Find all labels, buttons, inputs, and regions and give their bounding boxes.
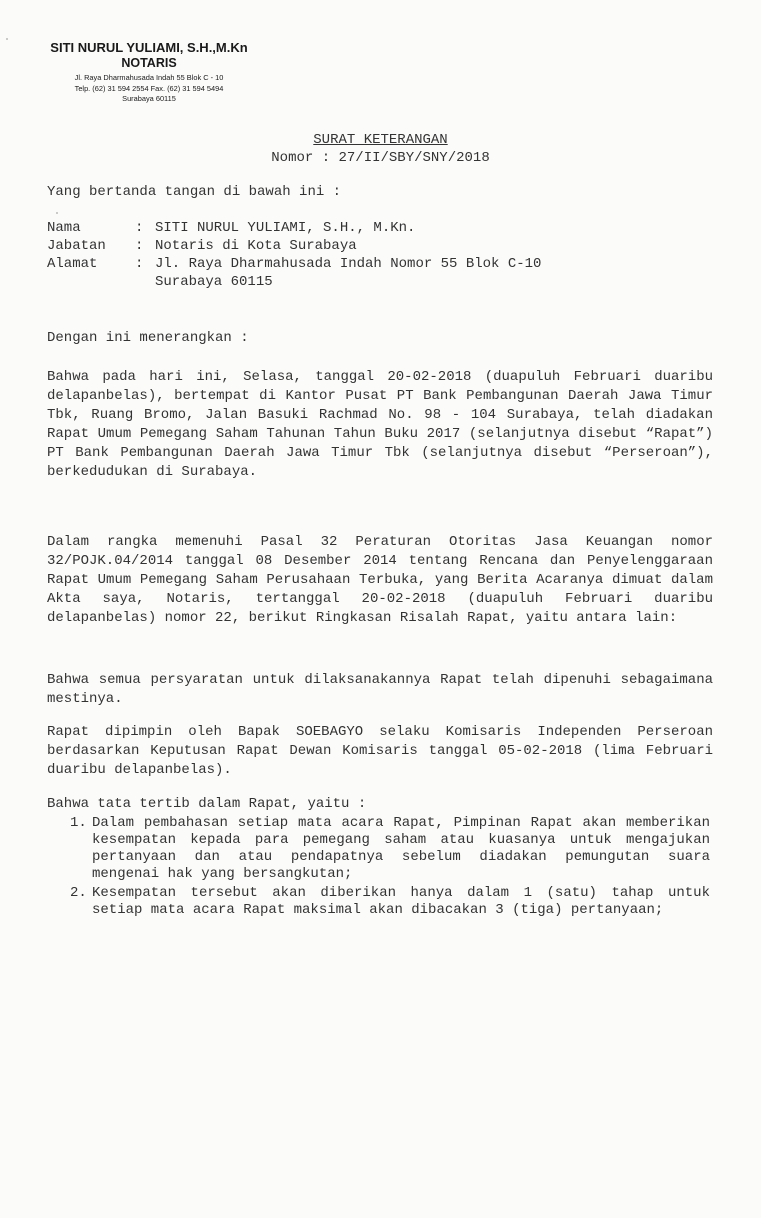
notary-city: Surabaya 60115 [122, 94, 176, 103]
list-item-number: 2. [70, 885, 87, 901]
jabatan-label: Jabatan [47, 238, 106, 254]
alamat-value-2: Surabaya 60115 [155, 274, 273, 290]
paragraph-1: Bahwa pada hari ini, Selasa, tanggal 20-02-2018 (duapuluh Februari duaribu delapanbelas), bertempat di Kantor Pusat PT Bank Pembangunan Daerah Jawa Timur Tbk, Ruang Bromo, Jalan Basuki Rachmad No. 98 - 104 Surabaya, telah diadakan Rapat Umum Pemegang Saham Tahunan Tahun Buku 2017 (selanjutnya disebut “Rapat”) PT Bank Pembangunan Daerah Jawa Timur Tbk (selanjutnya disebut “Perseroan”), berkedudukan di Surabaya. [47, 369, 713, 480]
jabatan-value: Notaris di Kota Surabaya [155, 238, 357, 254]
document-title: SURAT KETERANGAN [313, 132, 448, 148]
scan-speck [56, 212, 58, 214]
nama-colon: : [135, 220, 144, 236]
jabatan-colon: : [135, 238, 144, 254]
nama-label: Nama [47, 220, 81, 236]
notary-name: SITI NURUL YULIAMI, S.H.,M.Kn [50, 40, 248, 55]
letterhead [24, 40, 274, 105]
identity-row-nama [47, 220, 713, 238]
tata-tertib-list [70, 815, 710, 921]
identity-row-alamat [47, 256, 713, 274]
tata-tertib-intro: Bahwa tata tertib dalam Rapat, yaitu : [47, 796, 367, 812]
list-item [70, 815, 710, 883]
paragraph-2: Dalam rangka memenuhi Pasal 32 Peraturan Otoritas Jasa Keuangan nomor 32/POJK.04/2014 tanggal 08 Desember 2014 tentang Rencana dan Penyelenggaraan Rapat Umum Pemegang Saham Perusahaan Terbuka, yang Berita Acaranya dimuat dalam Akta saya, Notaris, tertanggal 20-02-2018 (duapuluh Februari duaribu delapanbelas) nomor 22, berikut Ringkasan Risalah Rapat, yaitu antara lain: [47, 534, 713, 626]
document-number: Nomor : 27/II/SBY/SNY/2018 [271, 150, 490, 166]
alamat-colon: : [135, 256, 144, 272]
paragraph-3: Bahwa semua persyaratan untuk dilaksanakannya Rapat telah dipenuhi sebagaimana mestinya. [47, 672, 713, 707]
alamat-label: Alamat [47, 256, 98, 272]
notary-address: Jl. Raya Dharmahusada Indah 55 Blok C - 10 [74, 73, 224, 82]
identity-row-alamat-cont [47, 274, 713, 292]
notary-phone: Telp. (62) 31 594 2554 Fax. (62) 31 594 5494 [74, 83, 224, 93]
nama-value: SITI NURUL YULIAMI, S.H., M.Kn. [155, 220, 416, 236]
list-item [70, 885, 710, 919]
scan-speck [6, 38, 8, 40]
menerangkan-text: Dengan ini menerangkan : [47, 330, 249, 346]
list-item-text: Dalam pembahasan setiap mata acara Rapat, Pimpinan Rapat akan memberikan kesempatan kepada para pemegang saham atau kuasanya untuk mengajukan pertanyaan dan atau pendapatnya sebelum diadakan pemungutan suara mengenai hak yang bersangkutan; [92, 815, 710, 882]
identity-block [47, 220, 713, 292]
intro-text: Yang bertanda tangan di bawah ini : [47, 184, 342, 200]
paragraph-4: Rapat dipimpin oleh Bapak SOEBAGYO selaku Komisaris Independen Perseroan berdasarkan Keputusan Rapat Dewan Komisaris tanggal 05-02-2018 (lima Februari duaribu delapanbelas). [47, 724, 713, 778]
list-item-number: 1. [70, 815, 87, 831]
identity-row-jabatan [47, 238, 713, 256]
alamat-value: Jl. Raya Dharmahusada Indah Nomor 55 Blok C-10 [155, 256, 542, 272]
list-item-text: Kesempatan tersebut akan diberikan hanya dalam 1 (satu) tahap untuk setiap mata acara Rapat maksimal akan dibacakan 3 (tiga) pertanyaan; [92, 885, 710, 918]
notary-title: NOTARIS [121, 56, 177, 70]
